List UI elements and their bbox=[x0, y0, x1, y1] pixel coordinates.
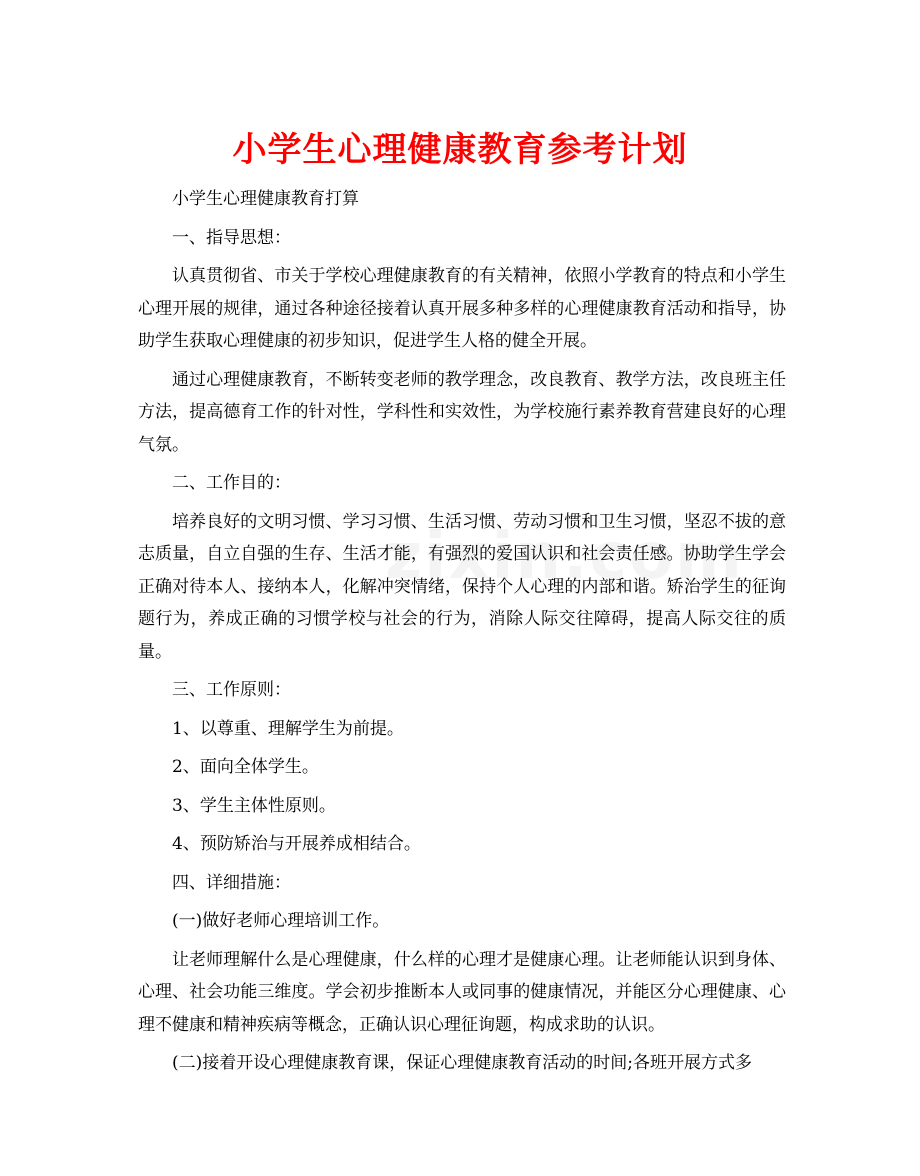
list-item: 3、学生主体性原则。 bbox=[172, 795, 336, 816]
body-paragraph: 认真贯彻省、市关于学校心理健康教育的有关精神，依照小学教育的特点和小学生心理开展的规律，通过各种途径接着认真开展多种多样的心理健康教育活动和指导，协助学生获取心理健康的初步知识，促进学生人格的健全开展。 bbox=[138, 266, 786, 351]
section-heading-1: 一、指导思想： bbox=[172, 227, 291, 248]
subtitle-paragraph: 小学生心理健康教育打算 bbox=[172, 189, 359, 209]
section-heading-4: 四、详细措施： bbox=[172, 872, 291, 893]
document-title: 小学生心理健康教育参考计划 bbox=[232, 130, 688, 170]
document-body bbox=[138, 183, 786, 1086]
list-item: 4、预防矫治与开展养成相结合。 bbox=[172, 834, 421, 854]
body-paragraph: 让老师理解什么是心理健康，什么样的心理才是健康心理。让老师能认识到身体、心理、社会功能三维度。学会初步推断本人或同事的健康情况，并能区分心理健康、心理不健康和精神疾病等概念，正确认识心理征询题，构成求助的认识。 bbox=[138, 949, 786, 1035]
section-heading-2: 二、工作目的： bbox=[172, 473, 291, 493]
body-paragraph: (二)接着开设心理健康教育课，保证心理健康教育活动的时间;各班开展方式多 bbox=[172, 1053, 752, 1073]
list-item: 2、面向全体学生。 bbox=[172, 757, 319, 777]
body-paragraph: 培养良好的文明习惯、学习习惯、生活习惯、劳动习惯和卫生习惯，坚忍不拔的意志质量，自立自强的生存、生活才能，有强烈的爱国认识和社会责任感。协助学生学会正确对待本人、接纳本人，化解冲突情绪，保持个人心理的内部和谐。矫治学生的征询题行为，养成正确的习惯学校与社会的行为，消除人际交往障碍，提高人际交往的质量。 bbox=[138, 511, 786, 662]
body-paragraph: 通过心理健康教育，不断转变老师的教学理念，改良教育、教学方法，改良班主任方法，提高德育工作的针对性，学科性和实效性，为学校施行素养教育营建良好的心理气氛。 bbox=[138, 369, 786, 455]
section-heading-3: 三、工作原则： bbox=[172, 680, 291, 700]
subsection-heading: (一)做好老师心理培训工作。 bbox=[172, 911, 390, 931]
list-item: 1、以尊重、理解学生为前提。 bbox=[172, 718, 404, 739]
